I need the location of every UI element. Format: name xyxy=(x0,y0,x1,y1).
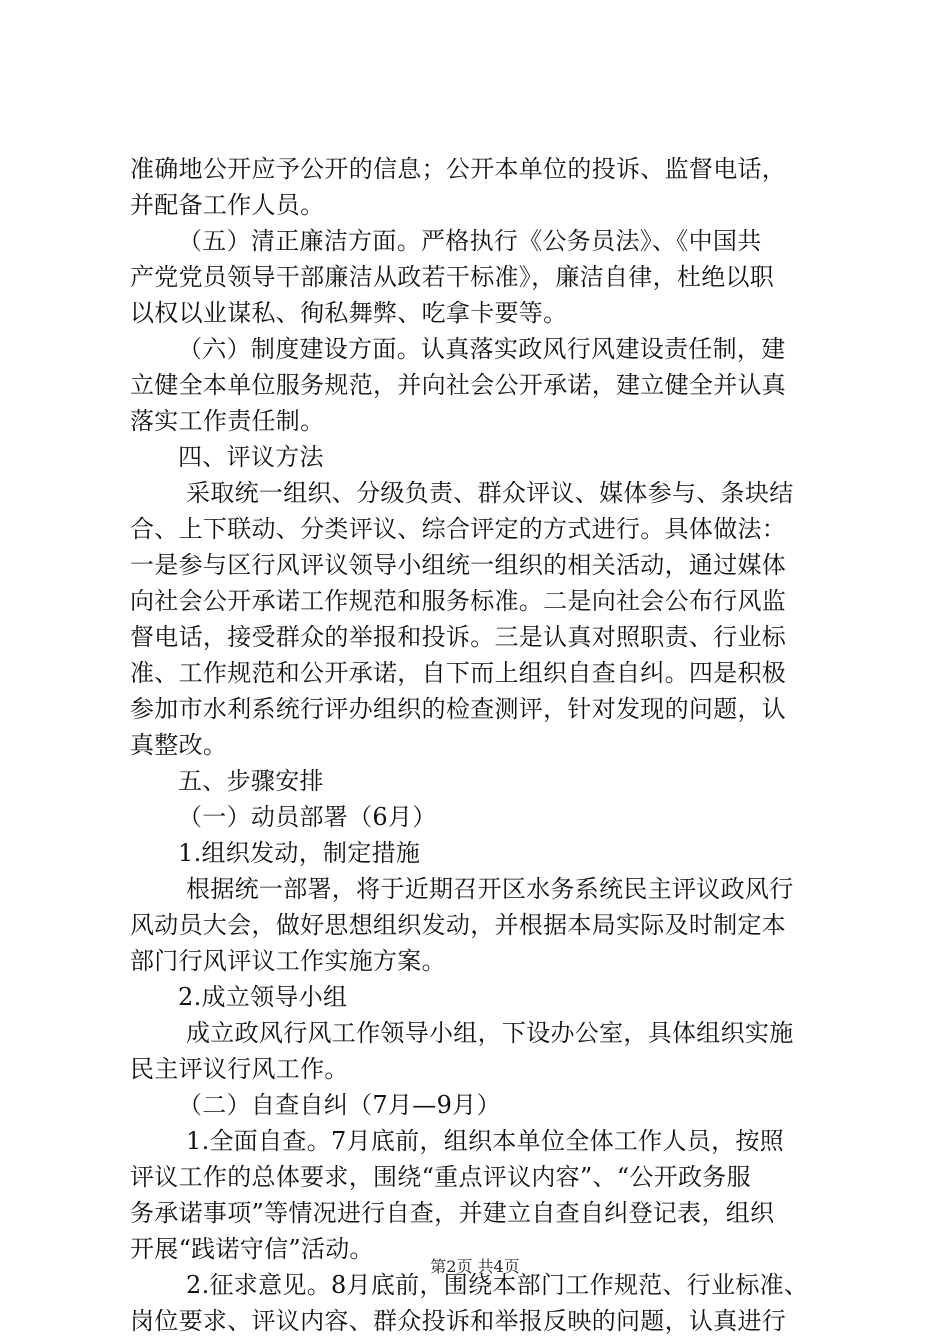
text-line: 风动员大会，做好思想组织发动，并根据本局实际及时制定本 xyxy=(130,911,787,939)
text-line: 成立政风行风工作领导小组，下设办公室，具体组织实施 xyxy=(186,1019,794,1047)
document-body xyxy=(130,151,830,1339)
text-line: 准确地公开应予公开的信息；公开本单位的投诉、监督电话， xyxy=(130,155,787,183)
text-line: 并配备工作人员。 xyxy=(130,191,325,219)
subsection-heading: （一）动员部署（6月） xyxy=(178,803,437,831)
text-line: 根据统一部署，将于近期召开区水务系统民主评议政风行 xyxy=(186,875,794,903)
text-line: 产党党员领导干部廉洁从政若干标准》，廉洁自律，杜绝以职 xyxy=(130,263,775,291)
text-line: 1.全面自查。7月底前，组织本单位全体工作人员，按照 xyxy=(186,1127,784,1155)
section-heading: 四、评议方法 xyxy=(178,443,324,471)
text-line: 务承诺事项”等情况进行自查，并建立自查自纠登记表，组织 xyxy=(130,1199,775,1227)
text-line: 向社会公开承诺工作规范和服务标准。二是向社会公布行风监 xyxy=(130,587,787,615)
text-line: 合、上下联动、分类评议、综合评定的方式进行。具体做法： xyxy=(130,515,787,543)
text-line: 2.征求意见。8月底前，围绕本部门工作规范、行业标准、 xyxy=(186,1271,809,1299)
text-line: 参加市水利系统行评办组织的检查测评，针对发现的问题，认 xyxy=(130,695,787,723)
page-number-footer: 第2页 共4页 xyxy=(430,1257,520,1276)
text-line: 评议工作的总体要求，围绕“重点评议内容”、“公开政务服 xyxy=(130,1163,751,1191)
text-line: 准、工作规范和公开承诺，自下而上组织自查自纠。四是积极 xyxy=(130,659,787,687)
section-heading: 五、步骤安排 xyxy=(178,767,324,795)
text-line: 以权以业谋私、徇私舞弊、吃拿卡要等。 xyxy=(130,299,568,327)
subsection-heading: （二）自查自纠（7月—9月） xyxy=(178,1091,501,1119)
item-heading: 2.成立领导小组 xyxy=(178,983,348,1011)
text-line: 部门行风评议工作实施方案。 xyxy=(130,947,446,975)
text-line: 督电话，接受群众的举报和投诉。三是认真对照职责、行业标 xyxy=(130,623,787,651)
item-heading: 1.组织发动，制定措施 xyxy=(178,839,421,867)
text-line: 落实工作责任制。 xyxy=(130,407,325,435)
text-line: 岗位要求、评议内容、群众投诉和举报反映的问题，认真进行 xyxy=(130,1307,787,1335)
text-line: 采取统一组织、分级负责、群众评议、媒体参与、条块结 xyxy=(186,479,794,507)
text-line: 真整改。 xyxy=(130,731,228,759)
text-line: 立健全本单位服务规范，并向社会公开承诺，建立健全并认真 xyxy=(130,371,787,399)
text-line: 民主评议行风工作。 xyxy=(130,1055,349,1083)
text-line: （六）制度建设方面。认真落实政风行风建设责任制，建 xyxy=(178,335,786,363)
text-line: 一是参与区行风评议领导小组统一组织的相关活动，通过媒体 xyxy=(130,551,787,579)
text-line: （五）清正廉洁方面。严格执行《公务员法》、《中国共 xyxy=(178,227,762,255)
text-line: 开展“践诺守信”活动。 xyxy=(130,1235,374,1263)
